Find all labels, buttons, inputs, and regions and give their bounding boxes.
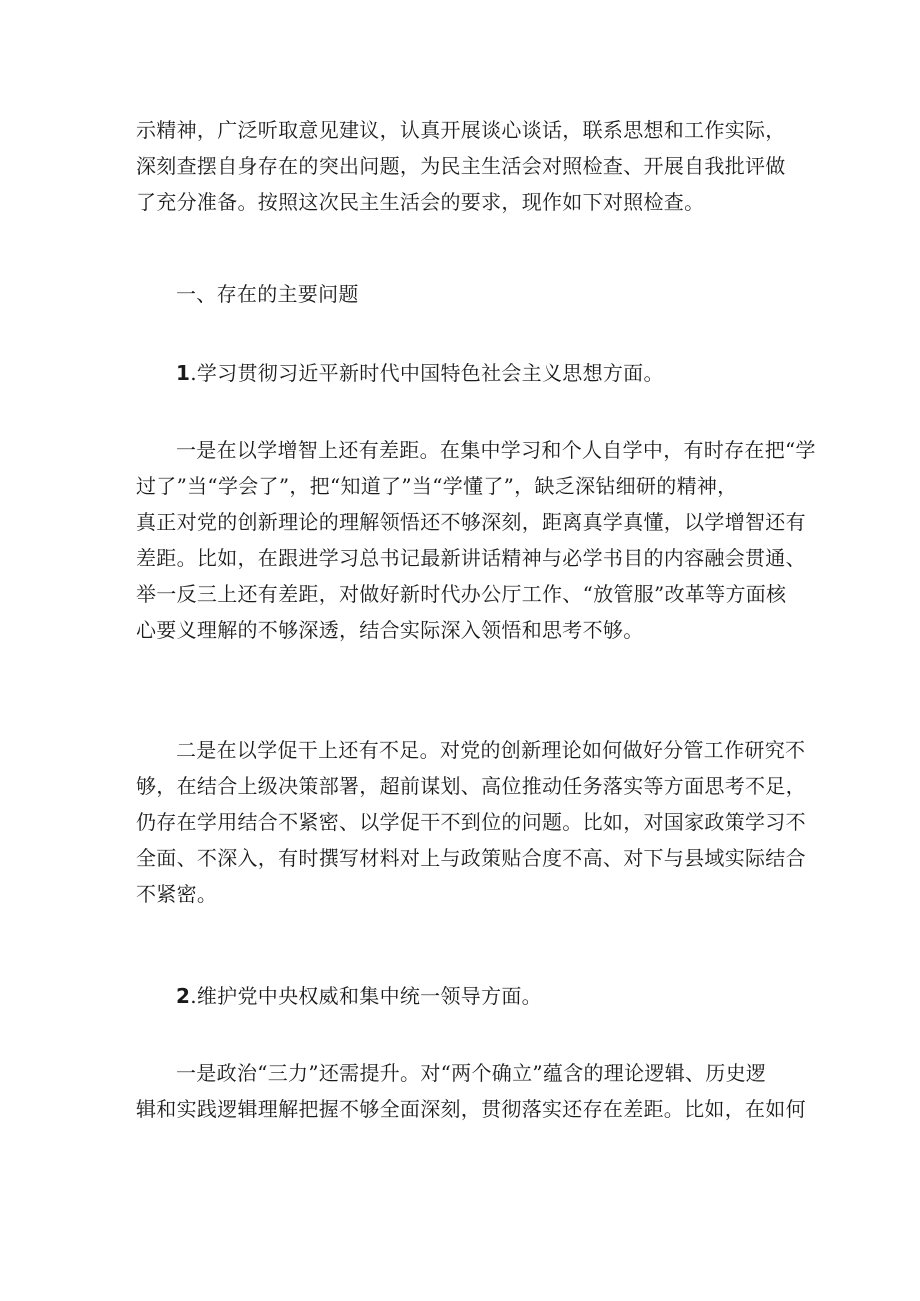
intro-paragraph bbox=[136, 112, 796, 220]
text-line: 差距。比如，在跟进学习总书记最新讲话精神与必学书目的内容融会贯通、 bbox=[136, 546, 806, 570]
text-line bbox=[136, 978, 796, 1014]
text-line: 仍存在学用结合不紧密、以学促干不到位的问题。比如，对国家政策学习不 bbox=[136, 810, 806, 834]
text-line: 一是在以学增智上还有差距。在集中学习和个人自学中，有时存在把“学 bbox=[176, 438, 816, 462]
text-line: 一、存在的主要问题 bbox=[176, 282, 359, 306]
text-line: 够，在结合上级决策部署，超前谋划、高位推动任务落实等方面思考不足， bbox=[136, 774, 806, 798]
text-line: 不紧密。 bbox=[136, 882, 218, 906]
text-line: 深刻查摆自身存在的突出问题，为民主生活会对照检查、开展自我批评做 bbox=[136, 154, 786, 178]
section-heading bbox=[136, 276, 796, 312]
text-line: 一是政治“三力”还需提升。对“两个确立”蕴含的理论逻辑、历史逻 bbox=[176, 1061, 767, 1085]
text-line: 二是在以学促干上还有不足。对党的创新理论如何做好分管工作研究不 bbox=[176, 738, 806, 762]
item-heading-1 bbox=[136, 355, 796, 391]
item-number: 1 bbox=[176, 361, 191, 385]
text-line: 全面、不深入，有时撰写材料对上与政策贴合度不高、对下与县域实际结合 bbox=[136, 846, 806, 870]
text-line: 真正对党的创新理论的理解领悟还不够深刻，距离真学真懂，以学增智还有 bbox=[136, 510, 806, 534]
body-paragraph bbox=[136, 432, 816, 648]
item-text: .维护党中央权威和集中统一领导方面。 bbox=[190, 984, 542, 1008]
text-line: 了充分准备。按照这次民主生活会的要求，现作如下对照检查。 bbox=[136, 190, 705, 214]
text-line: 举一反三上还有差距，对做好新时代办公厅工作、“放管服”改革等方面核 bbox=[136, 582, 787, 606]
body-paragraph bbox=[136, 1055, 806, 1127]
text-line: 心要义理解的不够深透，结合实际深入领悟和思考不够。 bbox=[136, 618, 644, 642]
item-number: 2 bbox=[176, 984, 191, 1008]
body-paragraph bbox=[136, 732, 806, 912]
text-line: 示精神，广泛听取意见建议，认真开展谈心谈话，联系思想和工作实际， bbox=[136, 118, 786, 142]
item-text: .学习贯彻习近平新时代中国特色社会主义思想方面。 bbox=[190, 361, 664, 385]
text-line: 辑和实践逻辑理解把握不够全面深刻，贯彻落实还存在差距。比如，在如何 bbox=[136, 1097, 806, 1121]
item-heading-2 bbox=[136, 978, 796, 1014]
text-line bbox=[136, 355, 796, 391]
text-line: 过了”当“学会了”，把“知道了”当“学懂了”，缺乏深钻细研的精神， bbox=[136, 474, 738, 498]
